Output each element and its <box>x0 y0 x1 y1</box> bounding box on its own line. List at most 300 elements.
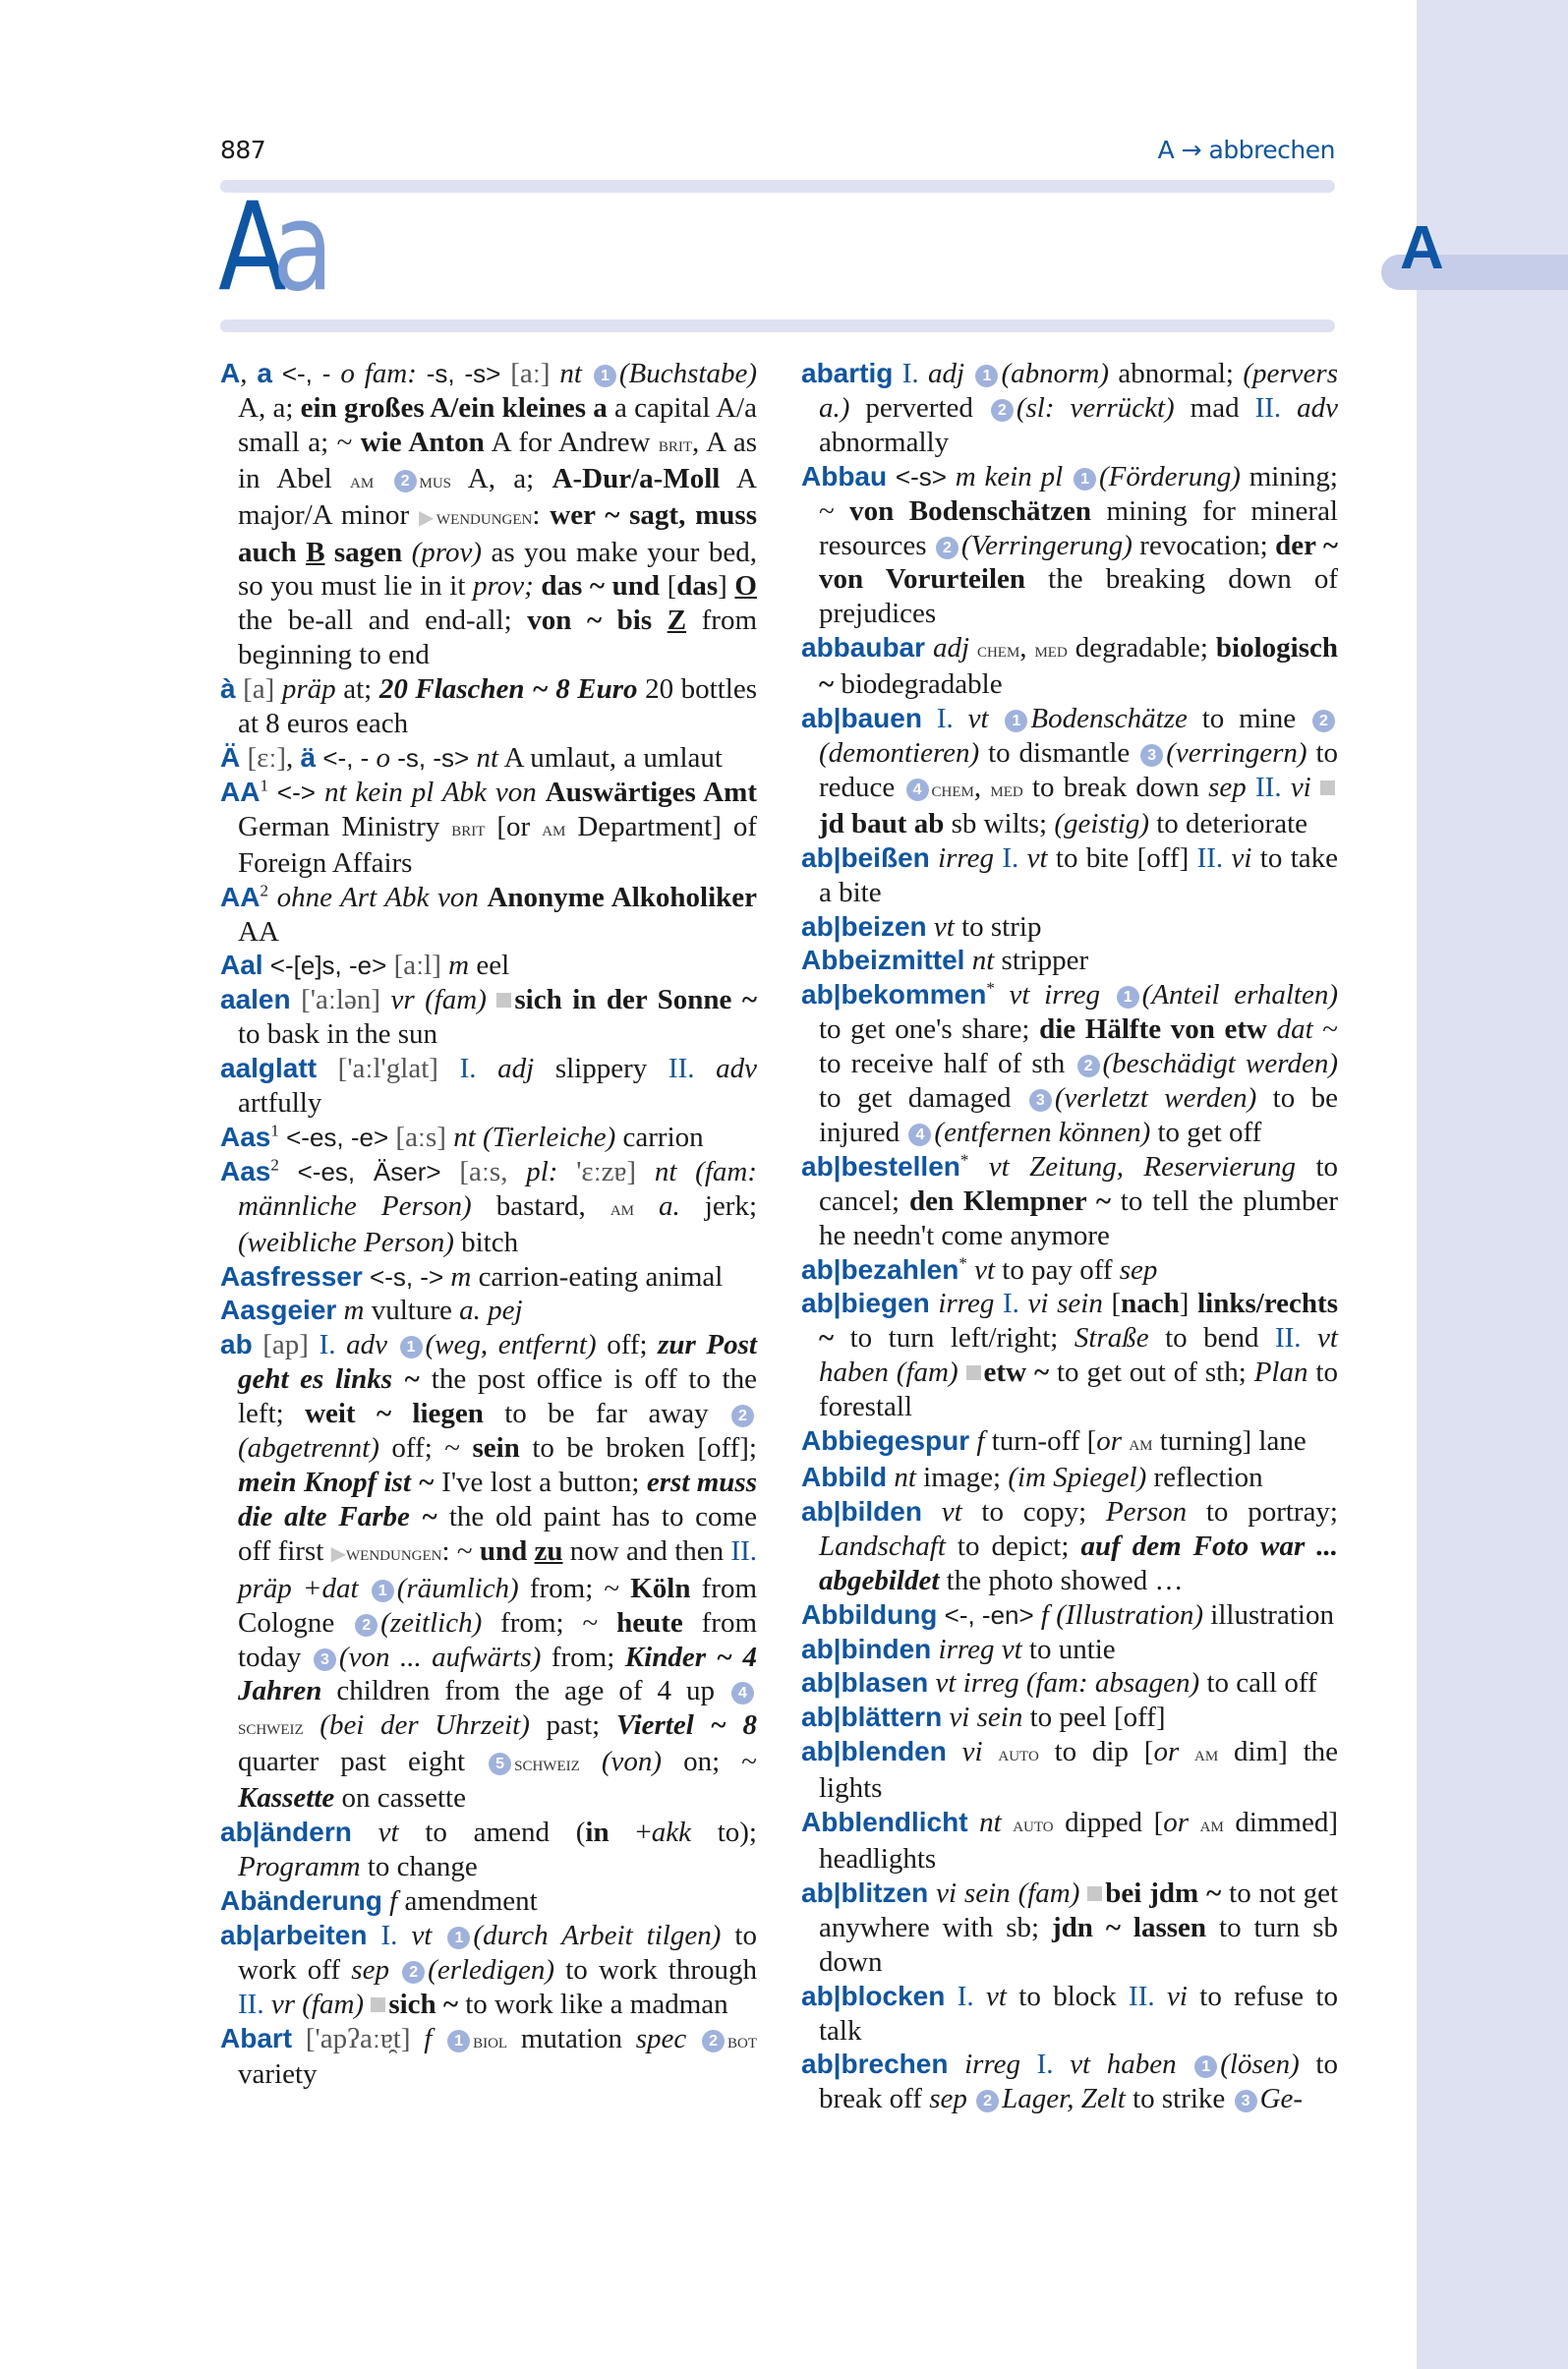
label-italic: m <box>343 1295 365 1327</box>
inflection: <-s> <box>887 461 956 491</box>
grammar-division: II. <box>1196 841 1232 874</box>
sense-number: 4 <box>906 779 929 801</box>
label-italic: ohne Art Abk von <box>276 881 488 913</box>
dictionary-column-left <box>220 357 757 2092</box>
headword: Abänderung <box>220 1884 382 1916</box>
label-italic: (demontieren) <box>819 736 980 769</box>
usage-label: am <box>610 1194 634 1220</box>
label-italic: präp +dat <box>238 1572 370 1604</box>
label-italic: vt <box>411 1919 446 1951</box>
sense-number: 3 <box>1235 2090 1257 2112</box>
header-rule-top <box>220 180 1335 193</box>
label-italic: sep <box>1119 1253 1158 1286</box>
pronunciation: ['aːlən] <box>290 984 391 1016</box>
usage-label: med <box>990 776 1023 801</box>
grammar-division: I. <box>1002 841 1027 874</box>
dictionary-entry: Abart ['apʔaːɐ̯t] f 1 biol mutation spec 2 bot variety <box>220 2022 758 2091</box>
dictionary-entry: Abbildung <-, -en> f (Illustration) illustration <box>801 1598 1334 1631</box>
label-italic: vt haben <box>1070 2049 1193 2081</box>
usage-label: brit <box>451 815 486 840</box>
grammar-division: I. <box>901 358 929 389</box>
superscript: * <box>986 978 995 998</box>
headword: Abbiegespur <box>801 1425 970 1457</box>
headword: ab|blasen <box>801 1667 929 1699</box>
label-italic: Lager, Zelt <box>1002 2083 1126 2115</box>
label-italic: vi <box>1166 1980 1188 2012</box>
headword: ab|blenden <box>801 1736 947 1767</box>
grammar-division: II. <box>668 1053 717 1085</box>
label-italic: sep <box>929 2083 975 2115</box>
label-italic: f <box>389 1884 398 1917</box>
label-italic: vi <box>1231 841 1252 874</box>
label-italic: nt <box>559 358 592 389</box>
label-italic: nt <box>979 1807 1002 1839</box>
usage-label: schweiz <box>238 1714 304 1740</box>
label-italic: (Buchstabe) <box>618 358 758 389</box>
dictionary-entry: Abbiegespur f turn-off [or am turning] lane <box>801 1425 1307 1458</box>
usage-label: am <box>350 467 375 492</box>
label-italic: irreg vt <box>938 1633 1022 1665</box>
pronunciation: [a] <box>235 673 282 706</box>
pronunciation: 'ɛːzɐ] <box>557 1155 655 1187</box>
label-italic: (geistig) <box>1054 807 1149 839</box>
page-number: 887 <box>220 136 266 164</box>
dictionary-entry: Abbeizmittel nt stripper <box>801 945 1089 977</box>
phrase-marker-icon <box>966 1365 981 1380</box>
sense-number: 4 <box>731 1682 754 1705</box>
label-italic: m <box>450 1260 472 1293</box>
label-italic: (weg, entfernt) <box>425 1329 597 1361</box>
grammar-division: II. <box>1129 1980 1167 2012</box>
label-italic: nt <box>894 1462 916 1493</box>
dictionary-entry: ab|blocken I. vt to block II. vi to refuse to talk <box>801 1980 1338 2047</box>
dictionary-entry: Aas$^1$ <-es, -e> [aːs] nt (Tierleiche) carrion <box>220 1121 704 1153</box>
sense-number: 2 <box>394 470 417 492</box>
usage-label: auto <box>1013 1812 1054 1837</box>
headword: abartig <box>801 358 894 388</box>
underlined-letter: B <box>306 536 325 568</box>
label-italic: (Verringerung) <box>960 529 1132 561</box>
phrase-bold: sagen <box>324 536 403 568</box>
pronunciation: [aː] <box>500 358 560 389</box>
idioms-arrow-icon: ▶ <box>418 506 436 529</box>
headword: ab|bezahlen <box>801 1253 959 1285</box>
thumb-index-strip <box>1417 0 1568 2369</box>
label-italic: (bei der Uhrzeit) <box>319 1709 530 1742</box>
phrase-bold: in <box>585 1817 610 1849</box>
phrase-bold: links/rechts ~ <box>819 1288 1338 1355</box>
superscript: 2 <box>260 880 268 899</box>
label-italic: vi sein <box>1027 1288 1103 1320</box>
label-italic: a. pej <box>459 1295 523 1327</box>
headword: ab|biegen <box>801 1288 930 1319</box>
label-italic: sep <box>351 1953 401 1986</box>
superscript: 1 <box>270 1121 279 1140</box>
phrase-bold: Köln <box>630 1572 691 1604</box>
dictionary-entry: aalglatt ['aːl'glat] I. adj slippery II. adv artfully <box>220 1053 757 1120</box>
label-italic: vt <box>974 1253 996 1286</box>
inflection: <-, - <box>316 742 377 773</box>
headword: Aasfresser <box>220 1260 363 1292</box>
phrase-marker-icon <box>371 1997 385 2012</box>
dictionary-entry: ab|beizen vt to strip <box>801 910 1042 943</box>
sense-number: 2 <box>702 2030 725 2052</box>
dictionary-entry: abbaubar adj chem, med degradable; biologisch ~ biodegradable <box>801 632 1338 701</box>
headword: a <box>257 358 272 388</box>
phrase-bold: Auswärtiges Amt <box>545 776 757 808</box>
phrase-bold: von Bodenschätzen <box>849 494 1092 527</box>
sense-number: 2 <box>991 399 1014 422</box>
sense-number: 4 <box>908 1124 931 1146</box>
headword: ab|ändern <box>220 1817 352 1848</box>
headword: ab|bestellen <box>801 1150 960 1182</box>
phrase-bold: Anonyme Alkoholiker <box>487 881 757 913</box>
sense-number: 1 <box>447 1927 470 1949</box>
sense-number: 5 <box>489 1753 511 1775</box>
section-letter-lower: a <box>271 177 332 318</box>
phrase-bold: sich ~ <box>388 1988 458 2020</box>
label-italic: Plan <box>1253 1357 1308 1389</box>
label-italic: (erledigen) <box>428 1953 555 1986</box>
sense-number: 2 <box>1312 710 1335 732</box>
dictionary-entry: ab|bekommen* vt irreg 1 (Anteil erhalten) to get one's share; die Hälfte von etw dat ~ to receive half of sth 2 (beschädigt werden) to get damaged 3 (verletzt werden) to be injured 4 (entfernen können) to get off <box>801 978 1339 1148</box>
usage-label: am <box>1199 1812 1224 1837</box>
label-italic: vt Zeitung, Reservierung <box>988 1150 1297 1183</box>
superscript: * <box>959 1150 969 1170</box>
usage-label: am <box>1129 1430 1153 1456</box>
label-italic: (von) <box>601 1746 663 1778</box>
headword: abbaubar <box>801 632 926 664</box>
dictionary-entry: Abbild nt image; (im Spiegel) reflection <box>801 1462 1263 1493</box>
dictionary-entry: ab|blasen vt irreg (fam: absagen) to call off <box>801 1667 1317 1700</box>
label-italic: f <box>976 1425 985 1458</box>
superscript: 1 <box>260 776 268 795</box>
pronunciation: ['apʔaːɐ̯t] <box>292 2022 425 2054</box>
usage-label: schweiz <box>514 1751 580 1776</box>
usage-label: wendungen <box>436 503 533 529</box>
grammar-division: I. <box>319 1329 347 1361</box>
phrase-bold: das ~ und <box>541 570 660 603</box>
headword: Abblendlicht <box>801 1807 968 1838</box>
headword: ä <box>300 741 317 773</box>
label-italic: vt <box>933 910 955 943</box>
headword: Aal <box>220 950 263 981</box>
example-bold-italic: zur Post geht es links ~ <box>238 1329 757 1396</box>
phrase-bold: A-Dur/a-Moll <box>552 462 721 494</box>
dictionary-entry: A, a <-, - o fam: -s, -s> [aː] nt 1 (Buchstabe) A, a; ein großes A/ein kleines a a capital A/a small a; ~ wie Anton A for Andrew brit, A as in Abel am 2 mus A, a; A-Dur/a-Moll A major/A minor ▶wendungen: wer ~ sagt, muss auch B sagen (prov) as you make your bed, so you must lie in it prov; das ~ und [das] O the be-all and end-all; von ~ bis Z from beginning to end <box>220 358 758 671</box>
headword: aalen <box>220 984 291 1015</box>
inflection: <-es, Äser> <box>278 1156 441 1186</box>
label-italic: nt (fam: männliche Person) <box>238 1155 757 1222</box>
headword: A <box>220 358 241 388</box>
pronunciation: [ap] <box>252 1329 319 1361</box>
label-italic: Programm <box>238 1850 361 1882</box>
headword: Abbau <box>801 460 888 491</box>
label-italic: nt kein pl Abk von <box>323 776 546 808</box>
grammar-division: I. <box>459 1053 498 1085</box>
example-bold-italic: Viertel ~ 8 <box>615 1709 758 1742</box>
label-italic: (weibliche Person) <box>238 1226 454 1258</box>
label-italic: a. <box>659 1189 680 1222</box>
dictionary-column-right <box>801 357 1338 2116</box>
usage-label: wendungen <box>346 1539 442 1565</box>
grammar-division: I. <box>1002 1288 1028 1320</box>
label-italic: (Anteil erhalten) <box>1141 979 1338 1011</box>
headword: AA <box>220 776 261 807</box>
label-italic: (entfernen können) <box>934 1116 1151 1148</box>
dictionary-entry: ab|blättern vi sein to peel [off] <box>801 1702 1166 1734</box>
grammar-division: II. <box>1254 391 1298 424</box>
sense-number: 1 <box>975 365 998 387</box>
grammar-division: II. <box>730 1534 757 1567</box>
usage-label: chem <box>976 637 1020 663</box>
phrase-marker-icon <box>1087 1886 1102 1901</box>
sense-number: 1 <box>594 365 616 387</box>
sense-number: 1 <box>1005 710 1027 732</box>
headword: AA <box>220 881 261 912</box>
dictionary-entry: Aas$^2$ <-es, Äser> [aːs, pl: 'ɛːzɐ] nt (fam: männliche Person) bastard, am a. jerk; (weibliche Person) bitch <box>220 1155 757 1258</box>
usage-label: am <box>1194 1741 1219 1766</box>
label-italic: vr (fam) <box>390 984 497 1016</box>
superscript: 2 <box>270 1155 279 1175</box>
label-italic: nt <box>476 741 498 774</box>
label-italic: f <box>424 2022 446 2054</box>
label-italic: (Förderung) <box>1099 460 1241 492</box>
headword: ab|arbeiten <box>220 1919 368 1950</box>
usage-label: med <box>1034 637 1068 663</box>
underlined-letter: zu <box>534 1534 563 1567</box>
dictionary-entry: ab|blenden vi auto to dip [or am dim] the lights <box>801 1736 1338 1805</box>
inflection: <-> <box>267 777 324 807</box>
label-italic: (abnorm) <box>1001 358 1110 389</box>
phrase-bold: weit ~ liegen <box>305 1398 484 1430</box>
dictionary-entry: ab|blitzen vi sein (fam) bei jdm ~ to not get anywhere with sb; jdn ~ lassen to turn sb down <box>801 1877 1339 1978</box>
label-italic: prov; <box>473 570 534 603</box>
headword: ab|brechen <box>801 2049 949 2080</box>
dictionary-entry: $AA^2$ ohne Art Abk von Anonyme Alkoholiker AA <box>220 880 757 948</box>
label-italic: m <box>448 950 470 982</box>
sense-number: 3 <box>1140 744 1163 767</box>
header-rule-bottom <box>220 319 1335 332</box>
sense-number: 1 <box>400 1336 423 1358</box>
dictionary-entry: abartig I. adj 1 (abnorm) abnormal; (pervers a.) perverted 2 (sl: verrückt) mad II. adv abnormally <box>801 358 1338 458</box>
example-bold-italic: Kassette <box>238 1782 335 1815</box>
headword: Ä <box>220 741 241 773</box>
label-italic: spec <box>635 2022 701 2054</box>
sense-number: 2 <box>936 537 958 559</box>
grammar-division: I. <box>957 1980 986 2012</box>
dictionary-entry: ab|brechen irreg I. vt haben 1 (lösen) to break off sep 2 Lager, Zelt to strike 3 Ge- <box>801 2049 1338 2115</box>
label-italic: vi <box>1290 771 1320 803</box>
underlined-letter: Z <box>667 605 687 637</box>
usage-label: bot <box>727 2027 758 2052</box>
label-italic: or <box>1096 1425 1123 1458</box>
inflection: <-s, -> <box>362 1261 451 1292</box>
section-letter <box>218 177 345 318</box>
inflection: -s, -s> <box>416 359 501 388</box>
label-italic: vt <box>967 703 1004 735</box>
label-italic: (abgetrennt) <box>238 1432 379 1465</box>
dictionary-entry: ab|bezahlen* vt to pay off sep <box>801 1252 1158 1286</box>
label-italic: or <box>1163 1807 1190 1839</box>
label-italic: Landschaft <box>819 1530 946 1562</box>
phrase-bold: wie Anton <box>360 426 485 458</box>
phrase-bold: das <box>676 570 719 603</box>
grammar-division: II. <box>1274 1322 1318 1355</box>
inflection: <-, -en> <box>937 1599 1041 1630</box>
label-italic: Person <box>1105 1495 1188 1528</box>
label-italic: adv <box>716 1053 757 1085</box>
headword: ab <box>220 1329 253 1360</box>
sense-number: 1 <box>1194 2055 1217 2078</box>
phrase-bold: sich in der Sonne ~ <box>514 984 757 1016</box>
phrase-bold: und <box>479 1534 535 1567</box>
label-italic: (von ... aufwärts) <box>338 1641 542 1673</box>
label-italic: adv <box>346 1329 398 1361</box>
label-italic: o <box>376 741 391 774</box>
label-italic: dat <box>1276 1013 1313 1046</box>
label-italic: adv <box>1297 391 1338 424</box>
example-bold-italic: 20 Flaschen ~ 8 Euro <box>378 673 638 706</box>
phrase-bold: jdn ~ lassen <box>1052 1911 1207 1943</box>
dictionary-entry: à [a] präp at; 20 Flaschen ~ 8 Euro 20 bottles at 8 euros each <box>220 673 757 740</box>
grammar-division: I. <box>380 1919 412 1951</box>
label-italic: adj <box>932 632 970 664</box>
label-italic: pl: <box>526 1155 558 1187</box>
label-italic: nt (Tierleiche) <box>453 1121 616 1153</box>
dictionary-entry: ab|beißen irreg I. vt to bite [off] II. vi to take a bite <box>801 841 1338 908</box>
sense-number: 2 <box>1077 1055 1100 1077</box>
label-italic: nt <box>971 945 995 977</box>
label-italic: (prov) <box>411 536 483 568</box>
dictionary-entry: ab|bestellen* vt Zeitung, Reservierung to cancel; den Klempner ~ to tell the plumber he needn't come anymore <box>801 1150 1339 1251</box>
pronunciation: ['aːl'glat] <box>317 1053 460 1085</box>
dictionary-entry: Aasgeier m vulture a. pej <box>220 1295 523 1327</box>
label-italic: vt <box>985 1980 1007 2012</box>
inflection: <-[e]s, -e> <box>262 951 387 981</box>
headword: ab|bauen <box>801 703 922 734</box>
idioms-arrow-icon: ▶ <box>330 1542 347 1565</box>
label-italic: präp <box>281 673 336 706</box>
phrase-bold: etw ~ <box>983 1357 1050 1389</box>
label-italic: vi <box>961 1736 983 1768</box>
headword: Abbeizmittel <box>801 945 965 976</box>
headword: Aas <box>220 1121 271 1152</box>
dictionary-entry: ab|biegen irreg I. vi sein [nach] links/rechts ~ to turn left/right; Straße to bend II. vt haben (fam) etw ~ to get out of sth; Plan to forestall <box>801 1288 1338 1423</box>
dictionary-entry: aalen ['aːlən] vr (fam) sich in der Sonne ~ to bask in the sun <box>220 984 757 1051</box>
headword: ab|bilden <box>801 1495 922 1527</box>
superscript: * <box>958 1252 967 1272</box>
sense-number: 3 <box>1029 1089 1052 1112</box>
phrase-bold: die Hälfte von etw <box>1039 1013 1267 1046</box>
sense-number: 1 <box>1117 986 1139 1009</box>
label-italic: vt haben (fam) <box>819 1322 1338 1389</box>
phrase-bold: den Klempner ~ <box>908 1184 1111 1217</box>
sense-number: 1 <box>1074 468 1096 491</box>
label-italic: vi sein (fam) <box>936 1877 1088 1909</box>
label-italic: irreg <box>938 841 1003 874</box>
label-italic: m kein pl <box>955 460 1073 492</box>
sense-number: 2 <box>355 1614 377 1637</box>
dictionary-entry: Aal <-[e]s, -e> [aːl] m eel <box>220 950 510 982</box>
example-bold-italic: Kinder ~ 4 Jahren <box>238 1641 757 1707</box>
usage-label: auto <box>998 1741 1039 1766</box>
dictionary-entry: ab|ändern vt to amend (in +akk to); Programm to change <box>220 1817 757 1882</box>
headword: Aasgeier <box>220 1295 337 1326</box>
example-bold-italic: mein Knopf ist ~ <box>238 1467 435 1498</box>
usage-label: brit <box>658 431 693 456</box>
phrase-marker-icon <box>1320 780 1335 795</box>
dictionary-entry: Abänderung f amendment <box>220 1884 538 1917</box>
label-italic: (durch Arbeit tilgen) <box>473 1919 722 1951</box>
phrase-bold: der ~ von Vorurteilen <box>819 529 1338 596</box>
label-italic: (räumlich) <box>396 1572 519 1604</box>
running-head: A → abbrechen <box>1157 136 1335 164</box>
label-italic: sep <box>1208 771 1247 803</box>
headword: ab|binden <box>801 1633 932 1664</box>
label-italic: (lösen) <box>1220 2049 1300 2081</box>
phrase-bold: bei jdm ~ <box>1105 1877 1222 1909</box>
phrase-bold: sein <box>472 1432 520 1465</box>
headword: aalglatt <box>220 1053 318 1084</box>
phrase-bold: heute <box>616 1606 683 1639</box>
label-italic: (verringern) <box>1166 736 1307 769</box>
inflection: <-, - <box>271 359 341 388</box>
phrase-bold: biologisch ~ <box>819 632 1338 701</box>
label-italic: vt irreg (fam: absagen) <box>935 1667 1200 1700</box>
dictionary-entry: Ä [ɛː], ä <-, - o -s, -s> nt A umlaut, a umlaut <box>220 741 723 774</box>
label-italic: (verletzt werden) <box>1054 1082 1257 1115</box>
label-italic: f (Illustration) <box>1040 1598 1204 1631</box>
dictionary-entry: Abblendlicht nt auto dipped [or am dimmed] headlights <box>801 1807 1339 1875</box>
dictionary-entry: Abbau <-s> m kein pl 1 (Förderung) mining; ~ von Bodenschätzen mining for mineral resources 2 (Verringerung) revocation; der ~ von Vorurteilen the breaking down of prejudices <box>801 460 1338 630</box>
dictionary-entry: Aasfresser <-s, -> m carrion-eating animal <box>220 1260 724 1293</box>
sense-number: 2 <box>402 1961 425 1984</box>
grammar-division: I. <box>936 703 968 735</box>
phrase-bold: jd baut ab <box>819 807 945 839</box>
sense-number: 1 <box>372 1580 394 1602</box>
label-italic: vr (fam) <box>270 1988 372 2020</box>
sense-number: 1 <box>447 2030 470 2052</box>
pronunciation: [aːs, <box>440 1155 527 1187</box>
label-italic: adj <box>497 1053 535 1085</box>
example-bold-italic: auf dem Foto war ... abgebildet <box>819 1530 1338 1596</box>
dictionary-entry: ab|bauen I. vt 1 Bodenschätze to mine 2(demontieren) to dismantle 3 (verringern) to reduce 4 chem, med to break down sep II. vi jd baut ab sb wilts; (geistig) to deteriorate <box>801 703 1338 839</box>
headword: Abart <box>220 2022 293 2053</box>
label-italic: (zeitlich) <box>380 1606 483 1639</box>
dictionary-entry: ab|binden irreg vt to untie <box>801 1633 1116 1665</box>
usage-label: chem <box>931 776 974 801</box>
usage-label: biol <box>473 2027 508 2052</box>
dictionary-entry: $AA^1$ <-> nt kein pl Abk von Auswärtiges Amt German Ministry brit [or am Department] of Foreign Affairs <box>220 776 757 879</box>
sense-number: 2 <box>731 1405 754 1427</box>
label-italic: vt <box>1026 841 1048 874</box>
grammar-division: II. <box>1255 771 1291 803</box>
label-italic: irreg <box>964 2049 1037 2081</box>
label-italic: irreg <box>938 1288 1003 1320</box>
headword: ab|blocken <box>801 1980 946 2011</box>
underlined-letter: O <box>734 570 757 603</box>
phrase-bold: von ~ bis <box>527 605 668 637</box>
example-bold-italic: erst muss die alte Farbe ~ <box>238 1467 758 1532</box>
headword: Abbild <box>801 1462 888 1492</box>
headword: Abbildung <box>801 1598 938 1630</box>
section-letter-upper: A <box>218 177 285 318</box>
label-italic: vi sein <box>949 1702 1023 1734</box>
headword: Aas <box>220 1155 271 1186</box>
dictionary-entry: ab|arbeiten I. vt 1 (durch Arbeit tilgen) to work off sep 2 (erledigen) to work through II. vr (fam) sich ~ to work like a madman <box>220 1919 757 2020</box>
label-italic: adj <box>928 358 974 389</box>
